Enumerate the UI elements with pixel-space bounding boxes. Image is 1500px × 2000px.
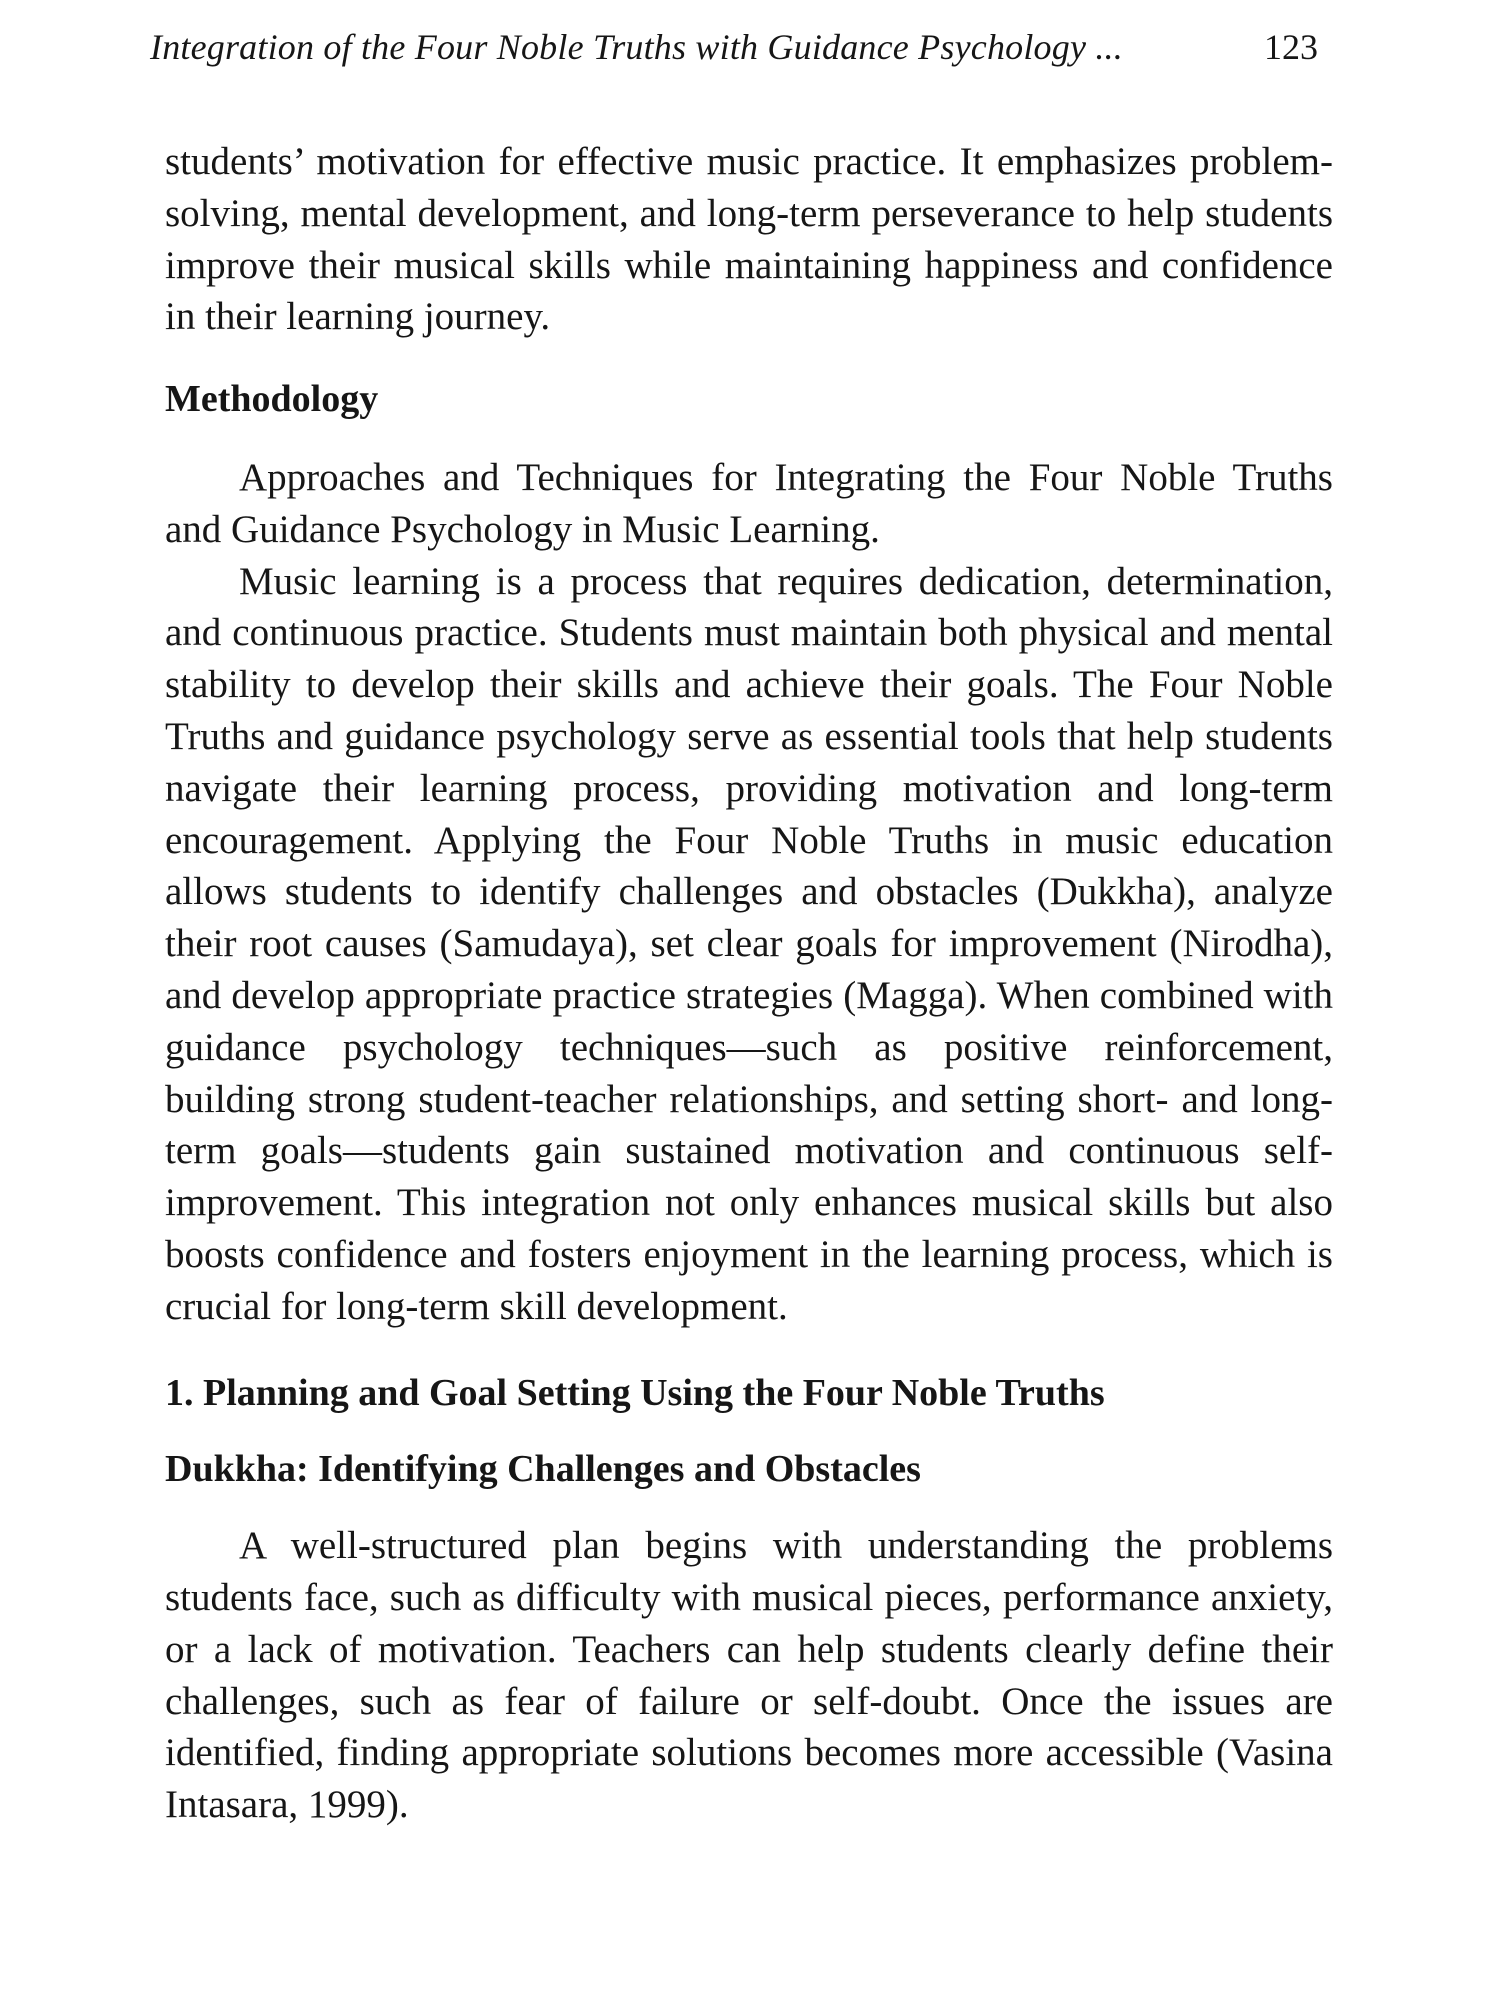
music-learning-paragraph: Music learning is a process that requires dedication, determination, and continuous practice. Students must maintain both physical and mental stability to develop their skills and achieve their goals. The Four Noble Truths and guidance psychology serve as essential tools that help students navigate their learning process, providing motivation and long-term encouragement. Applying the Four Noble Truths in music education allows students to identify challenges and obstacles (Dukkha), analyze their root causes (Samudaya), set clear goals for improvement (Nirodha), and develop appropriate practice strategies (Magga). When combined with guidance psychology techniques—such as positive reinforcement, building strong student-teacher relationships, and setting short- and long-term goals—students gain sustained motivation and continuous self-improvement. This integration not only enhances musical skills but also boosts confidence and fosters enjoyment in the learning process, which is crucial for long-term skill development. [165,559,1333,1328]
subsection-heading: Dukkha: Identifying Challenges and Obstacles [165,1448,921,1491]
methodology-heading: Methodology [165,378,379,421]
page-number: 123 [1264,27,1318,67]
intro-paragraph: students’ motivation for effective music practice. It emphasizes problem-solving, mental development, and long-term perseverance to help students improve their musical skills while maintaining happiness and confidence in their learning journey. [165,140,1333,339]
section-heading: 1. Planning and Goal Setting Using the Four Noble Truths [165,1371,1105,1414]
approaches-paragraph: Approaches and Techniques for Integrating the Four Noble Truths and Guidance Psychology in Music Learning. [165,455,1333,551]
page-body [165,136,1333,1831]
running-title: Integration of the Four Noble Truths with Guidance Psychology ... [150,27,1123,67]
dukkha-paragraph: A well-structured plan begins with understanding the problems students face, such as difficulty with musical pieces, performance anxiety, or a lack of motivation. Teachers can help students clearly define their challenges, such as fear of failure or self-doubt. Once the issues are identified, finding appropriate solutions becomes more accessible (Vasina Intasara, 1999). [165,1524,1333,1827]
